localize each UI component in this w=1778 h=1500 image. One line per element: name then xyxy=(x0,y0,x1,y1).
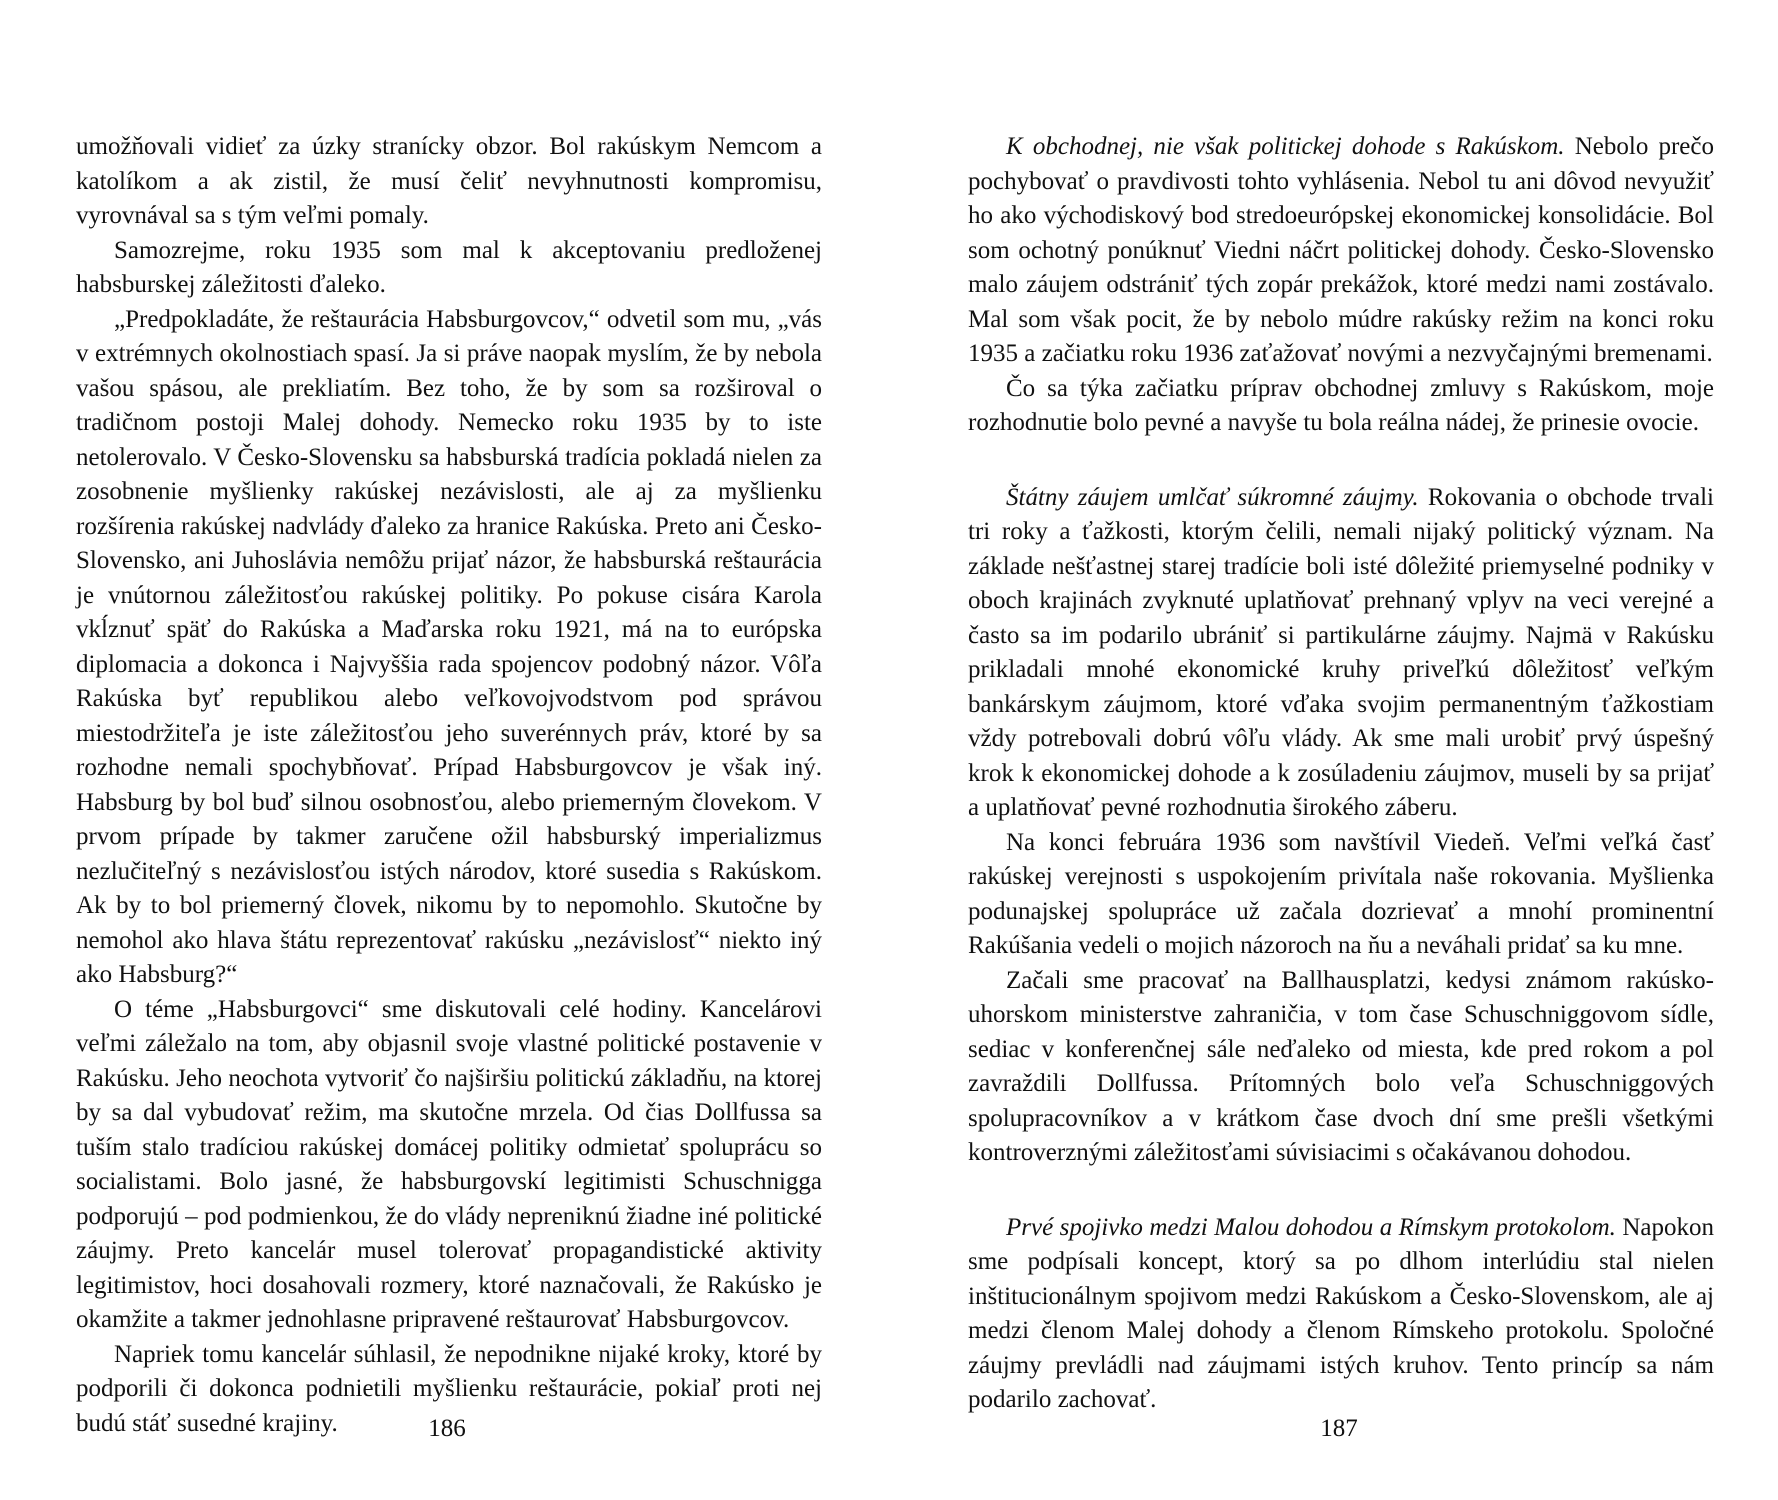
section xyxy=(968,1211,1714,1418)
paragraph: „Predpokladáte, že reštaurácia Habsburgovcov,“ odvetil som mu, „vás v extrémnych okolnostiach spasí. Ja si práve naopak myslím, že by nebola vašou spásou, ale prekliatím. Bez toho, že by som sa rozširoval o tradičnom postoji Malej dohody. Nemecko roku 1935 by to iste netolerovalo. V Česko-Slovensku sa habsburská tradícia pokladá nielen za zosobnenie myšlienky rakúskej nezávislosti, ale aj za myšlienku rozšírenia rakúskej nadvlády ďaleko za hranice Rakúska. Preto ani Česko-Slovensko, ani Juhoslávia nemôžu prijať názor, že habsburská reštaurácia je vnútornou záležitosťou rakúskej politiky. Po pokuse cisára Karola vkĺznuť späť do Rakúska a Maďarska roku 1921, má na to európska diplomacia a dokonca i Najvyššia rada spojencov podobný názor. Vôľa Rakúska byť republikou alebo veľkovojvodstvom pod správou miestodržiteľa je iste záležitosťou jeho suverénnych práv, ktoré by sa rozhodne nemali spochybňovať. Prípad Habsburgovcov je však iný. Habsburg by bol buď silnou osobnosťou, alebo priemerným človekom. V prvom prípade by takmer zaručene ožil habsburský imperializmus nezlučiteľný s nezávislosťou istých národov, ktoré susedia s Rakúskom. Ak by to bol priemerný človek, nikomu by to nepomohlo. Skutočne by nemohol ako hlava štátu reprezentovať rakúsku „nezávislosť“ niekto iný ako Habsburg?“ xyxy=(76,305,822,988)
paragraph: Čo sa týka začiatku príprav obchodnej zmluvy s Rakúskom, moje rozhodnutie bolo pevné a navyše tu bola reálna nádej, že prinesie ovocie. xyxy=(968,374,1714,436)
section xyxy=(968,481,1714,1171)
paragraph-text: Rokovania o obchode trvali tri roky a ťažkosti, ktorým čelili, nemali nijaký politický význam. Na základe nešťastnej starej tradície boli isté dôležité priemyselné podniky v oboch krajinách zvyknuté uplatňovať prehnaný vplyv na veci verejné a často sa im podarilo ubrániť si partikulárne záujmy. Najmä v Rakúsku prikladali mnohé ekonomické kruhy priveľkú dôležitosť veľkým bankárskym záujmom, ktoré vďaka svojim permanentným ťažkostiam vždy potrebovali dobrú vôľu vlády. Ak sme mali urobiť prvý úspešný krok k ekonomickej dohode a k zosúladeniu záujmov, museli by sa prijať a uplatňovať pevné rozhodnutia širokého záberu. xyxy=(968,483,1714,821)
paragraph: umožňovali vidieť za úzky stranícky obzor. Bol rakúskym Nemcom a katolíkom a ak zistil, že musí čeliť nevyhnutnosti kompromisu, vyrovnával sa s tým veľmi pomaly. xyxy=(76,133,822,229)
paragraph: O téme „Habsburgovci“ sme diskutovali celé hodiny. Kancelárovi veľmi záležalo na tom, aby objasnil svoje vlastné politické postavenie v Rakúsku. Jeho neochota vytvoriť čo najširšiu politickú základňu, na ktorej by sa dal vybudovať režim, ma skutočne mrzela. Od čias Dollfussa sa tuším stalo tradíciou rakúskej domácej politiky odmietať spoluprácu so socialistami. Bolo jasné, že habsburgovskí legitimisti Schuschnigga podporujú – pod podmienkou, že do vlády nepreniknú žiadne iné politické záujmy. Preto kancelár musel tolerovať propagandistické aktivity legitimistov, hoci dosahovali rozmery, ktoré naznačovali, že Rakúsko je okamžite a takmer jednohlasne pripravené reštaurovať Habsburgovcov. xyxy=(76,995,822,1333)
right-page xyxy=(968,130,1714,1418)
paragraph xyxy=(968,130,1714,372)
section-lead: Prvé spojivko medzi Malou dohodou a Rímskym protokolom. xyxy=(1006,1213,1616,1241)
paragraph: Samozrejme, roku 1935 som mal k akceptovaniu predloženej habsburskej záležitosti ďaleko. xyxy=(76,236,822,298)
paragraph: Na konci februára 1936 som navštívil Viedeň. Veľmi veľká časť rakúskej verejnosti s uspokojením privítala naše rokovania. Myšlienka podunajskej spolupráce už začala dozrievať a mnohí prominentní Rakúšania vedeli o mojich názoroch na ňu a neváhali pridať sa ku mne. xyxy=(968,828,1714,959)
page-number-right: 187 xyxy=(1320,1415,1358,1442)
page-number-left: 186 xyxy=(428,1415,466,1442)
paragraph-text: Nebolo prečo pochybovať o pravdivosti tohto vyhlásenia. Nebol tu ani dôvod nevyužiť ho ako východiskový bod stredoeurópskej ekonomickej konsolidácie. Bol som ochotný ponúknuť Viedni náčrt politickej dohody. Česko-Slovensko malo záujem odstrániť tých zopár prekážok, ktoré medzi nami zostávalo. Mal som však pocit, že by nebolo múdre rakúsky režim na konci roku 1935 a začiatku roku 1936 zaťažovať novými a nezvyčajnými bremenami. xyxy=(968,133,1714,367)
section xyxy=(968,130,1714,441)
paragraph xyxy=(968,481,1714,826)
paragraph: Napriek tomu kancelár súhlasil, že nepodnikne nijaké kroky, ktoré by podporili či dokonca podnietili myšlienku reštaurácie, pokiaľ proti nej budú stáť susedné krajiny. xyxy=(76,1340,822,1437)
paragraph: Začali sme pracovať na Ballhausplatzi, kedysi známom rakúsko-uhorskom ministerstve zahraničia, v tom čase Schuschniggovom sídle, sediac v konferenčnej sále neďaleko od miesta, kde pred rokom a pol zavraždili Dollfussa. Prítomných bolo veľa Schuschniggových spolupracovníkov a v krátkom čase dvoch dní sme prešli všetkými kontroverznými záležitosťami súvisiacimi s očakávanou dohodou. xyxy=(968,966,1714,1166)
section-lead: K obchodnej, nie však politickej dohode s Rakúskom. xyxy=(1006,133,1565,160)
paragraph-text: Napokon sme podpísali koncept, ktorý sa po dlhom interlúdiu stal nielen inštitucionálnym spojivom medzi Rakúskom a Česko-Slovenskom, ale aj medzi členom Malej dohody a členom Rímskeho protokolu. Spoločné záujmy prevládli nad záujmami istých kruhov. Tento princíp sa nám podarilo zachovať. xyxy=(968,1213,1715,1413)
paragraph xyxy=(968,1211,1714,1418)
left-page xyxy=(76,130,822,1441)
section-lead: Štátny záujem umlčať súkromné záujmy. xyxy=(1006,483,1419,511)
